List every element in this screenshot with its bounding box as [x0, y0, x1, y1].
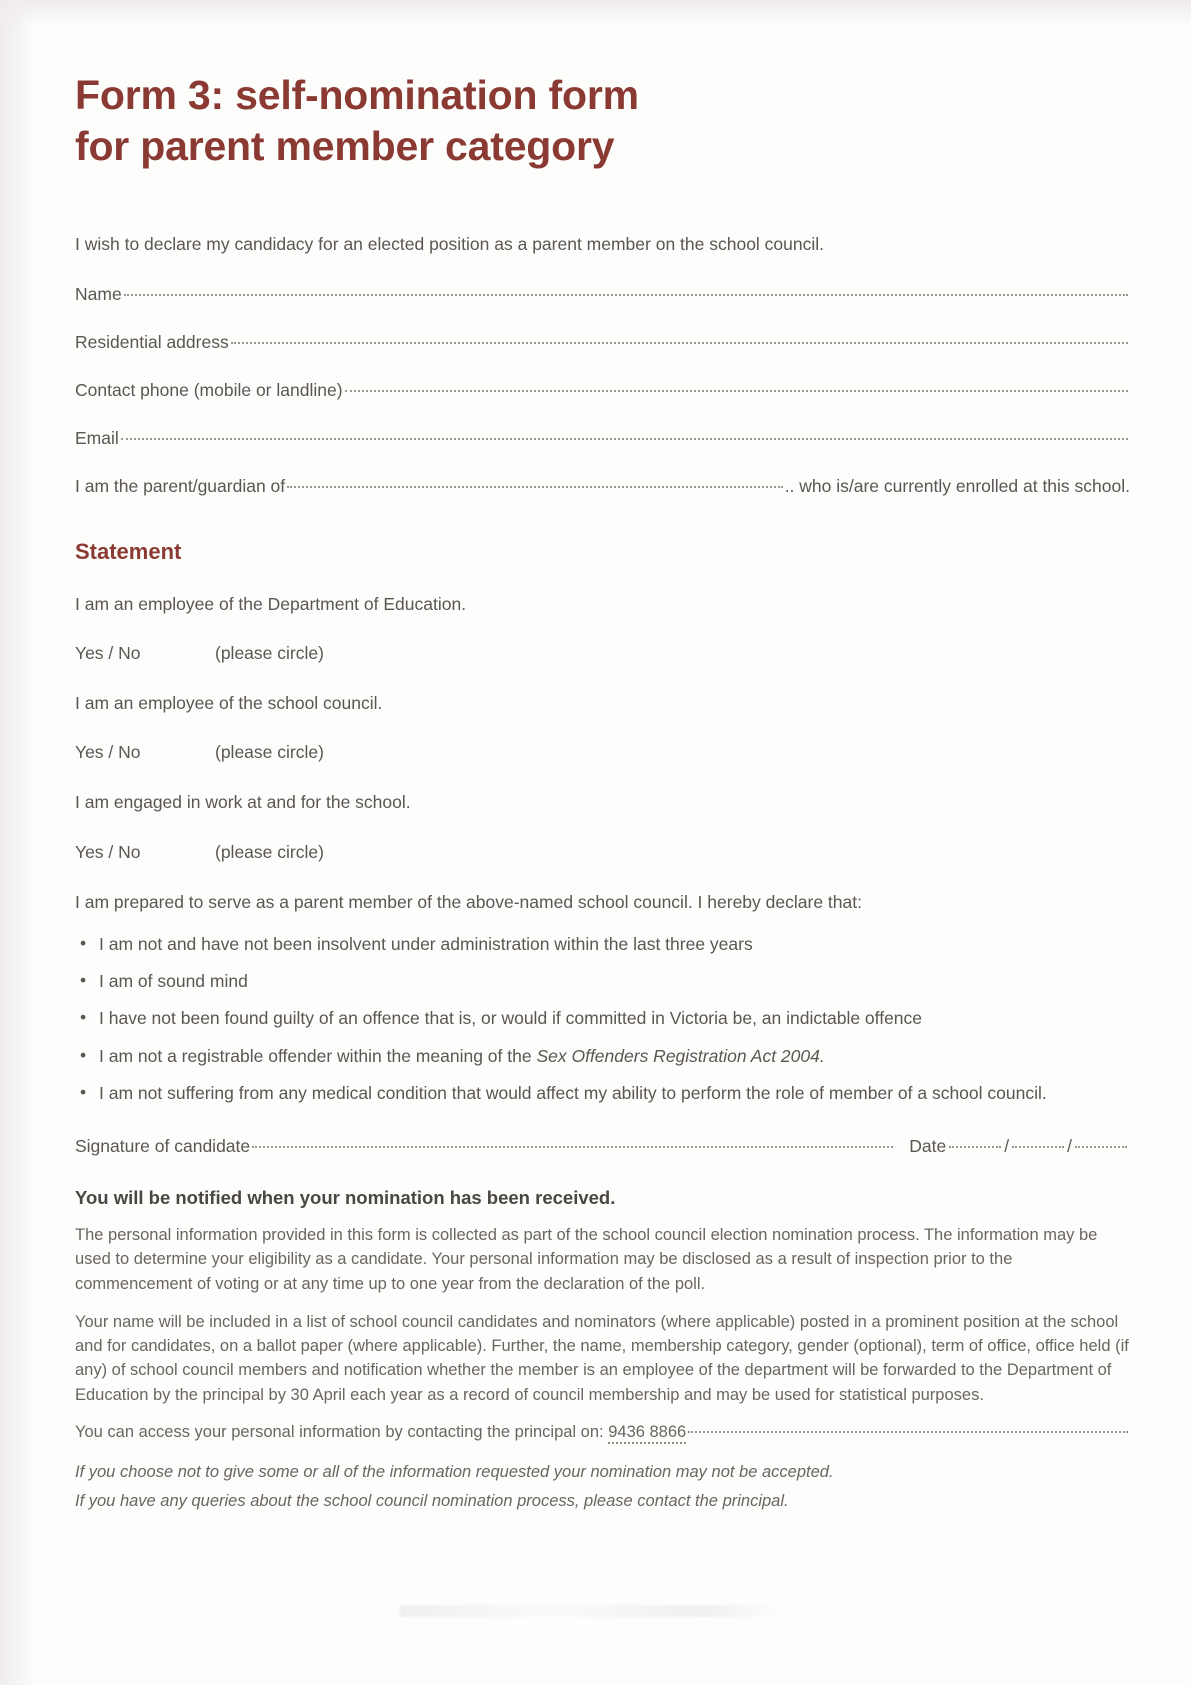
field-contact-phone: [75, 380, 1130, 401]
page-title-line2: for parent member category: [75, 123, 615, 170]
list-item: • I am of sound mind: [75, 968, 1130, 994]
field-residential-address-input[interactable]: [231, 341, 1128, 344]
statement-question-2: I am an employee of the school council.: [75, 693, 383, 713]
field-parent-guardian-label: I am the parent/guardian of: [75, 475, 286, 496]
page-edge-shadow-left: [0, 0, 36, 1685]
field-parent-guardian: [75, 476, 1130, 497]
section-title-statement: Statement: [75, 538, 182, 564]
please-circle-hint-3: (please circle): [215, 841, 324, 862]
list-item-text-italic: Sex Offenders Registration Act 2004.: [536, 1045, 825, 1066]
privacy-paragraph-2: Your name will be included in a list of school council candidates and nominators (where applicable) posted in a prominent position at the school and for candidates, on a ballot paper (where applicable). Further, the name, membership category, gender (optional), term of office, office held (if any) of school council members and notification whether the member is an employee of the department will be forwarded to the Department of Education by the principal by 30 April each year as a record of council membership and may be used for statistical purposes.: [75, 1312, 1129, 1404]
field-email: [75, 428, 1130, 449]
date-label: Date: [909, 1136, 947, 1156]
page-title: [75, 70, 1130, 173]
field-residential-address: [75, 332, 1130, 353]
date-slash-2: /: [1067, 1136, 1072, 1156]
privacy-paragraph-1: The personal information provided in this form is collected as part of the school council election nomination process. The information may be used to determine your eligibility as a candidate. Your personal information may be disclosed as a result of inspection prior to the commencement of voting or at any time up to one year from the declaration of the poll.: [75, 1226, 1098, 1293]
list-item: • I am not and have not been insolvent under administration within the last three years: [75, 931, 1130, 957]
signature-label: Signature of candidate: [75, 1136, 251, 1156]
statement-answer-3: [75, 842, 1130, 863]
date-month-input[interactable]: [1012, 1146, 1064, 1148]
italic-note-2: If you have any queries about the school council nomination process, please contact the principal.: [75, 1491, 789, 1510]
yes-no-option-2[interactable]: Yes / No: [75, 742, 141, 763]
field-name-label: Name: [75, 283, 122, 304]
notification-notice: You will be notified when your nomination has been received.: [75, 1187, 616, 1208]
declaration-intro: I am prepared to serve as a parent member of the above-named school council. I hereby declare that:: [75, 891, 862, 912]
page-title-line1: Form 3: self-nomination form: [75, 72, 639, 118]
field-parent-guardian-tail: .. who is/are currently enrolled at this school.: [784, 475, 1130, 496]
declaration-list: [75, 931, 1130, 1106]
yes-no-option-3[interactable]: Yes / No: [75, 841, 141, 862]
page-edge-shadow-top: [0, 0, 1191, 26]
yes-no-option-1[interactable]: Yes / No: [75, 643, 141, 663]
statement-question-1: I am an employee of the Department of Education.: [75, 593, 467, 614]
list-item: [75, 1043, 1130, 1069]
date-year-input[interactable]: [1075, 1146, 1127, 1148]
statement-question-3: I am engaged in work at and for the school.: [75, 792, 411, 813]
document-content: [75, 70, 1130, 1513]
statement-answer-1: [75, 643, 1130, 664]
signature-input[interactable]: [252, 1145, 893, 1148]
access-information-label: You can access your personal information by contacting the principal on:: [75, 1422, 604, 1441]
access-information-row: [75, 1423, 1130, 1444]
field-contact-phone-label: Contact phone (mobile or landline): [75, 379, 343, 400]
footer-artifact: [400, 1605, 780, 1617]
field-email-input[interactable]: [121, 437, 1128, 440]
field-name: [75, 284, 1130, 305]
signature-row: [75, 1136, 1130, 1157]
principal-phone-number: 9436 8866: [608, 1423, 686, 1444]
field-name-input[interactable]: [124, 293, 1128, 296]
list-item-text-plain: I am not a registrable offender within the meaning of the: [99, 1045, 537, 1066]
intro-text: I wish to declare my candidacy for an elected position as a parent member on the school council.: [75, 233, 825, 254]
list-item: • I have not been found guilty of an offence that is, or would if committed in Victoria be, an indictable offence: [75, 1005, 1130, 1031]
field-email-label: Email: [75, 427, 119, 448]
date-field[interactable]: [909, 1136, 1130, 1157]
field-parent-guardian-input[interactable]: [287, 485, 783, 488]
date-slash-1: /: [1004, 1136, 1010, 1156]
access-information-line: [688, 1430, 1128, 1433]
field-contact-phone-input[interactable]: [345, 389, 1128, 392]
please-circle-hint-2: (please circle): [215, 742, 324, 763]
please-circle-hint-1: (please circle): [215, 643, 324, 663]
date-day-input[interactable]: [949, 1146, 1001, 1148]
italic-note-1: If you choose not to give some or all of the information requested your nomination may not be accepted.: [75, 1462, 834, 1481]
field-residential-address-label: Residential address: [75, 331, 229, 352]
statement-answer-2: [75, 742, 1130, 763]
list-item: • I am not suffering from any medical condition that would affect my ability to perform the role of member of a school council.: [75, 1080, 1130, 1106]
